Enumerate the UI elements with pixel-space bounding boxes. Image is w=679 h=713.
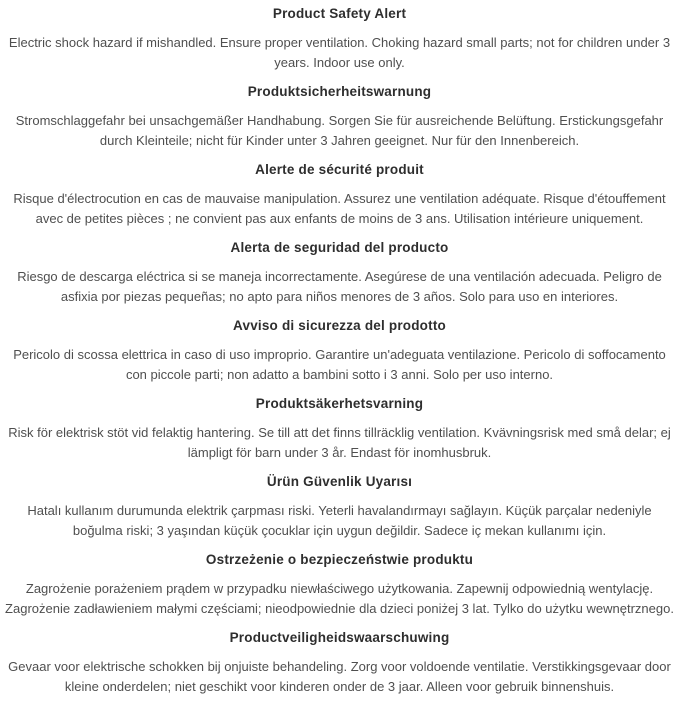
safety-alert-section-german <box>4 83 675 151</box>
section-heading-english: Product Safety Alert <box>272 6 407 21</box>
section-heading-swedish: Produktsäkerhetsvarning <box>255 396 424 411</box>
section-body-english: Electric shock hazard if mishandled. Ensure proper ventilation. Choking hazard small parts; not for children under 3 years. Indoor use only. <box>8 35 671 70</box>
safety-alert-section-swedish <box>4 395 675 463</box>
section-body-italian: Pericolo di scossa elettrica in caso di uso improprio. Garantire un'adeguata ventilazione. Pericolo di soffocamento con piccole parti; non adatto a bambini sotto i 3 anni. Solo per uso interno. <box>13 347 666 382</box>
safety-alert-section-french <box>4 161 675 229</box>
section-body-turkish: Hatalı kullanım durumunda elektrik çarpması riski. Yeterli havalandırmayı sağlayın. Küçük parçalar nedeniyle boğulma riski; 3 yaşından küçük çocuklar için uygun değildir. Sadece iç mekan kullanımı için. <box>27 503 652 538</box>
safety-alert-section-turkish <box>4 473 675 541</box>
section-heading-german: Produktsicherheitswarnung <box>247 84 432 99</box>
safety-alert-section-spanish <box>4 239 675 307</box>
section-body-german: Stromschlaggefahr bei unsachgemäßer Handhabung. Sorgen Sie für ausreichende Belüftung. Erstickungsgefahr durch Kleinteile; nicht für Kinder unter 3 Jahren geeignet. Nur für den Innenbereich. <box>15 113 664 148</box>
section-body-swedish: Risk för elektrisk stöt vid felaktig hantering. Se till att det finns tillräcklig ventilation. Kvävningsrisk med små delar; ej lämpligt för barn under 3 år. Endast för inomhusbruk. <box>8 425 671 460</box>
section-body-spanish: Riesgo de descarga eléctrica si se maneja incorrectamente. Asegúrese de una ventilación adecuada. Peligro de asfixia por piezas pequeñas; no apto para niños menores de 3 años. Solo para uso en interiores. <box>17 269 662 304</box>
safety-alert-section-dutch <box>4 629 675 697</box>
safety-alert-section-english <box>4 5 675 73</box>
section-heading-dutch: Productveiligheidswaarschuwing <box>229 630 450 645</box>
section-heading-turkish: Ürün Güvenlik Uyarısı <box>266 474 413 489</box>
section-heading-polish: Ostrzeżenie o bezpieczeństwie produktu <box>205 552 474 567</box>
section-body-french: Risque d'électrocution en cas de mauvaise manipulation. Assurez une ventilation adéquate. Risque d'étouffement avec de petites pièces ; ne convient pas aux enfants de moins de 3 ans. Utilisation intérieure uniquement. <box>13 191 666 226</box>
section-heading-italian: Avviso di sicurezza del prodotto <box>233 318 446 333</box>
section-heading-spanish: Alerta de seguridad del producto <box>230 240 449 255</box>
section-body-dutch: Gevaar voor elektrische schokken bij onjuiste behandeling. Zorg voor voldoende ventilatie. Verstikkingsgevaar door kleine onderdelen; niet geschikt voor kinderen onder de 3 jaar. Alleen voor gebruik binnenshuis. <box>8 659 671 694</box>
safety-alert-section-italian <box>4 317 675 385</box>
safety-alert-section-polish <box>4 551 675 619</box>
section-heading-french: Alerte de sécurité produit <box>255 162 424 177</box>
section-body-polish: Zagrożenie porażeniem prądem w przypadku niewłaściwego użytkowania. Zapewnij odpowiednią wentylację. Zagrożenie zadławieniem małymi częściami; nieodpowiednie dla dzieci poniżej 3 lat. Tylko do użytku wewnętrznego. <box>5 581 674 616</box>
